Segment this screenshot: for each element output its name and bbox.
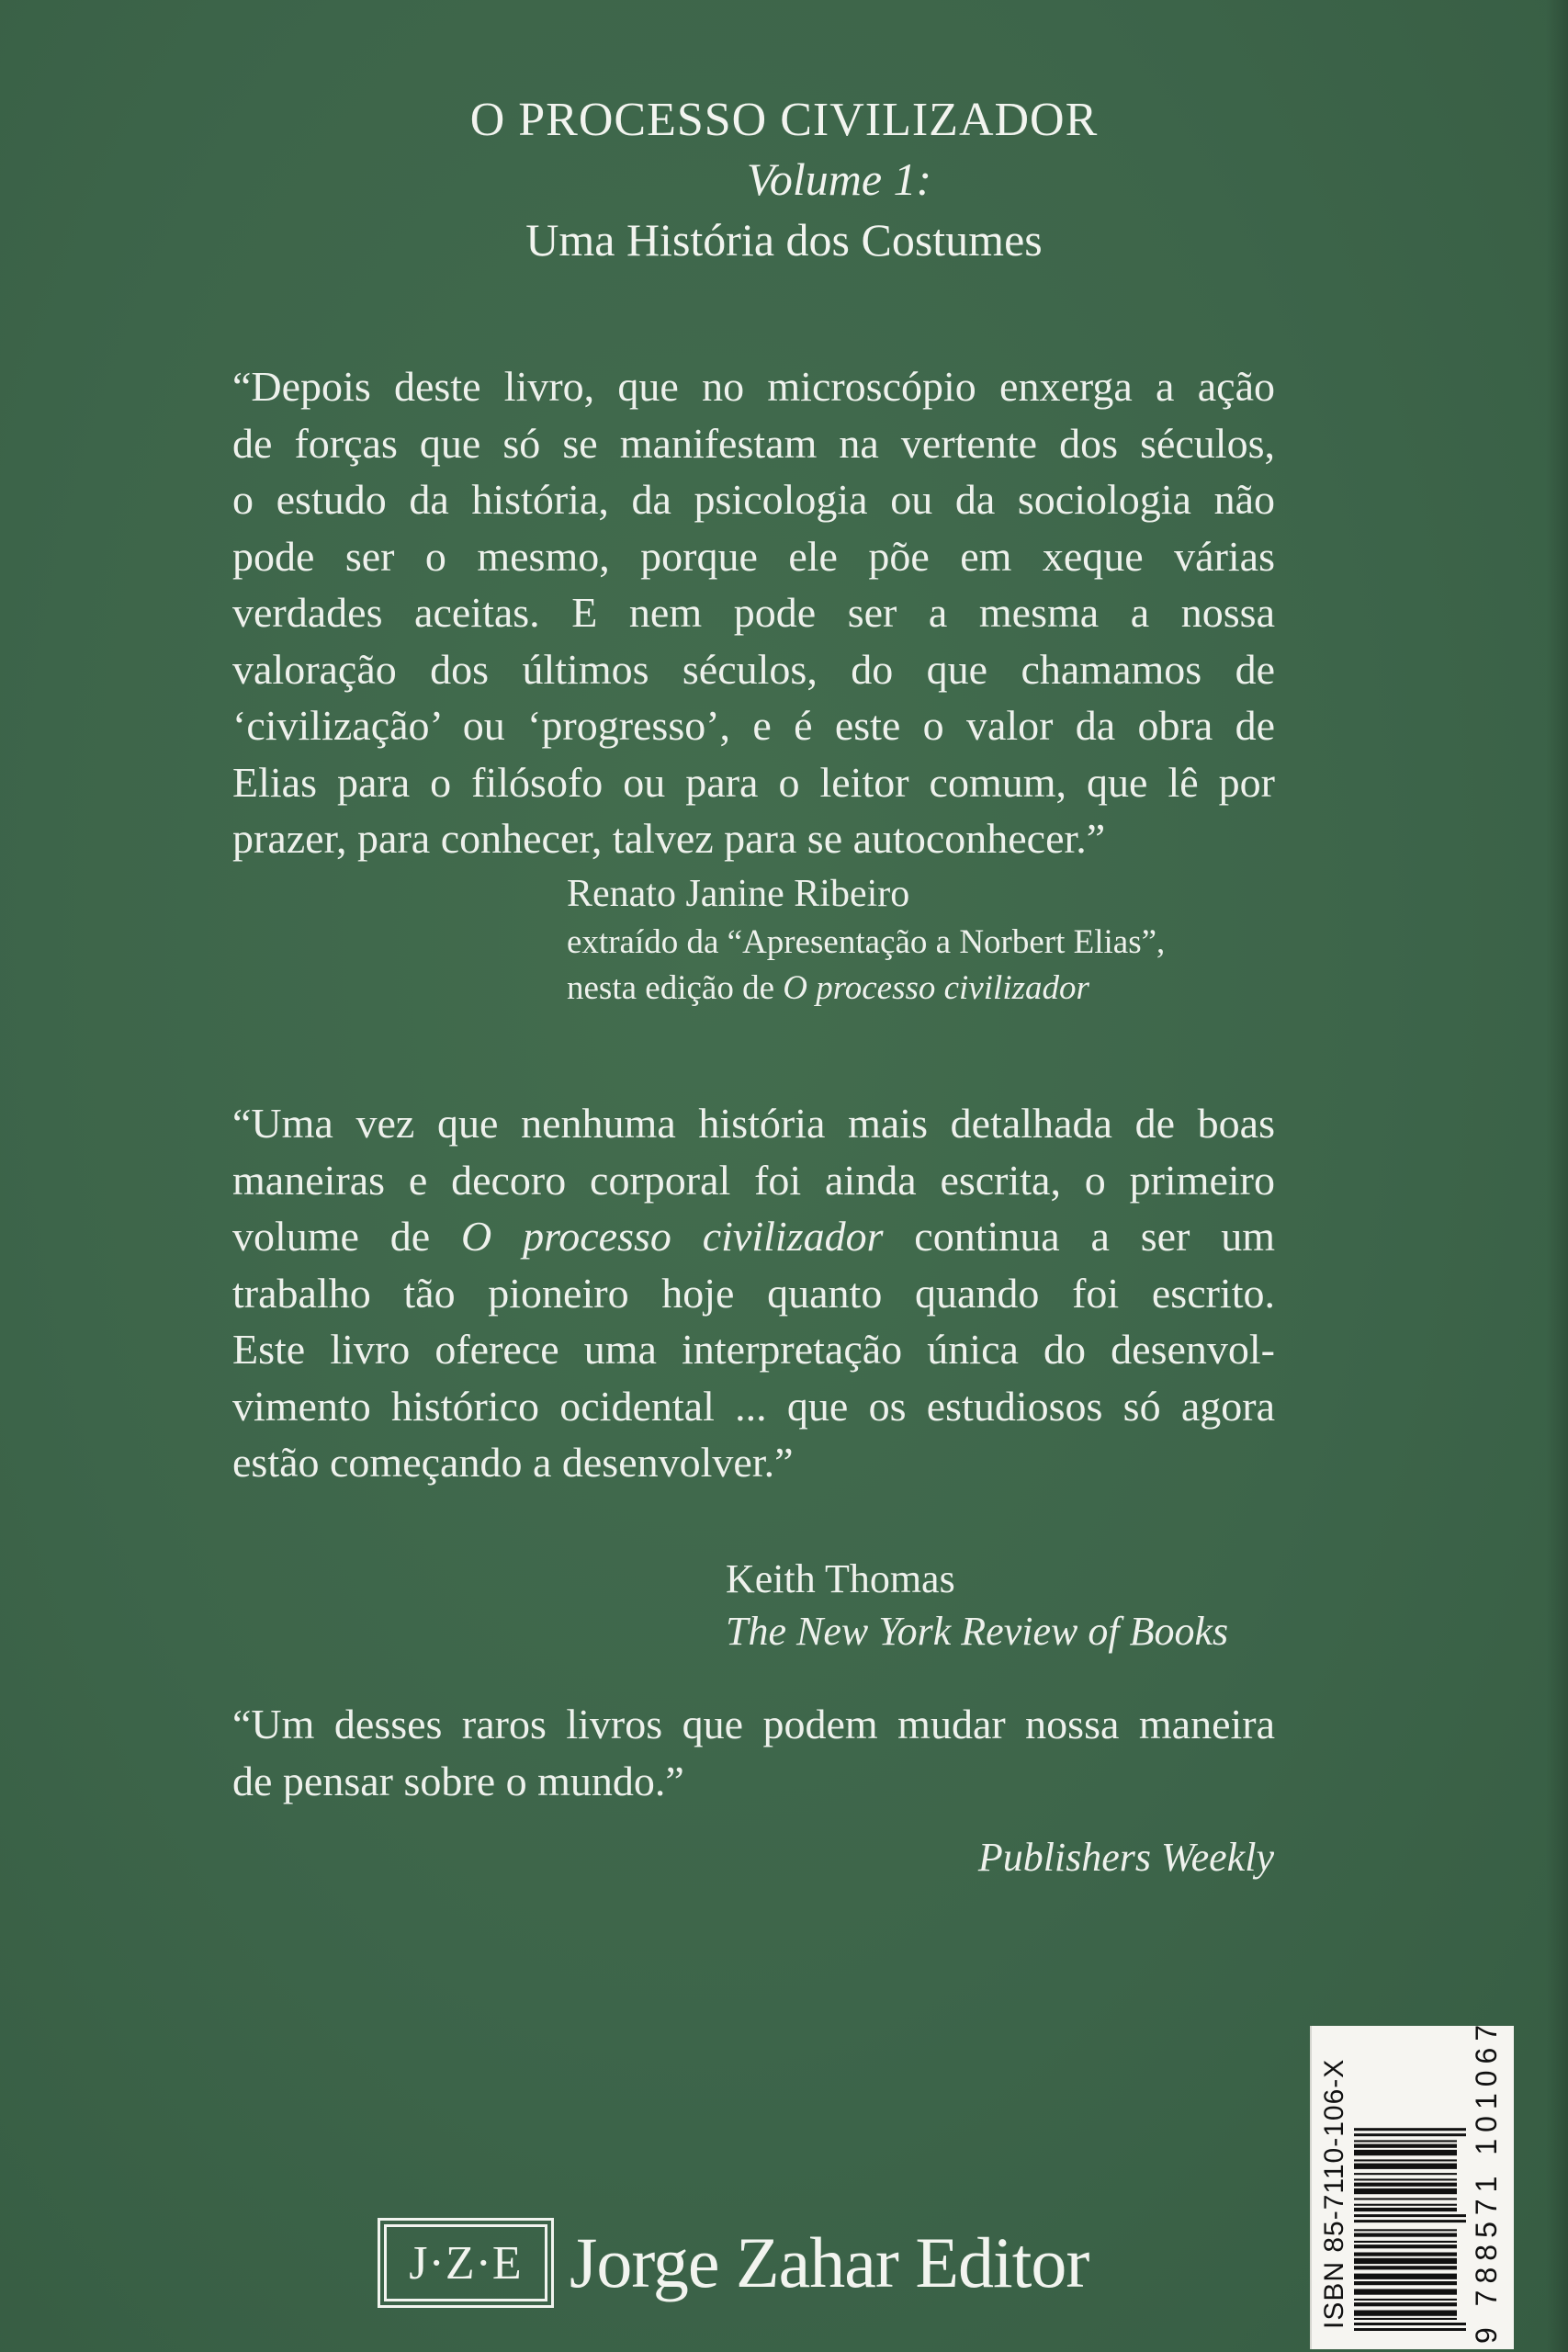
quote-line: prazer, para conhecer, talvez para se autoconhecer.” [232,815,1106,862]
quote-line: ‘civilização’ ou ‘progresso’, e é este o valor da obra de [232,702,1275,749]
barcode-bar [1354,2311,1457,2316]
book-subtitle: Uma História dos Costumes [525,214,1043,266]
barcode-bar [1354,2245,1457,2248]
barcode-bar [1354,2128,1466,2131]
quote-line: “Depois deste livro, que no microscópio enxerga a ação [232,363,1275,410]
quote-line: trabalho tão pioneiro hoje quanto quando foi escrito. [232,1269,1275,1317]
ean-number: 9 788571 101067 [1470,2018,1503,2344]
quote-line: pode ser o mesmo, porque ele põe em xeque várias [232,532,1275,580]
barcode-bar [1354,2281,1457,2285]
barcode-bar [1354,2164,1457,2169]
attribution-thomas [726,1553,1228,1657]
quote-line: de pensar sobre o mundo.” [232,1757,684,1804]
quote-line: valoração dos últimos séculos, do que chamamos de [232,645,1275,693]
quote-line: maneiras e decoro corporal foi ainda escrita, o primeiro [232,1156,1275,1204]
barcode-bar [1354,2233,1457,2237]
barcode-bar [1354,2229,1457,2231]
attribution-publication: The New York Review of Books [726,1609,1229,1654]
publisher-name: Jorge Zahar Editor [570,2222,1089,2302]
isbn-barcode [1310,2018,1514,2349]
barcode-bar [1354,2150,1457,2155]
barcode-bars [1354,2044,1466,2331]
barcode-bar [1354,2323,1466,2325]
quote-publishers-weekly [232,1696,1275,1809]
barcode-bar [1354,2133,1466,2136]
cover-edge-shadow [1546,0,1568,2352]
barcode-bar [1354,2318,1457,2320]
barcode-bar [1354,2328,1466,2331]
quote-line: “Uma vez que nenhuma história mais detalhada de boas [232,1100,1275,1147]
quote-line: de forças que só se manifestam na vertente dos séculos, [232,419,1275,467]
barcode-bar [1354,2159,1457,2161]
quote-line: vimento histórico ocidental ... que os estudiosos só agora [232,1382,1275,1430]
attribution-author: Keith Thomas [726,1556,955,1601]
barcode-bar [1354,2299,1457,2301]
book-title-reference: O processo civilizador [783,969,1089,1007]
barcode-bar [1354,2241,1457,2243]
attribution-ribeiro [567,868,1165,1012]
title-block [0,90,1568,270]
isbn-number: ISBN 85-7110-106-X [1319,2058,1349,2329]
attribution-edition: nesta edição de O processo civilizador [567,969,1089,1007]
quote-line: o estudo da história, da psicologia ou da sociologia não [232,476,1275,523]
barcode-bar [1354,2253,1457,2256]
barcode-bar [1354,2208,1457,2211]
quote-line: verdades aceitas. E nem pode ser a mesma a nossa [232,589,1275,636]
barcode-rotated-group [1312,2018,1514,2349]
publisher-imprint [384,2212,1089,2313]
quote-line: Elias para o filósofo ou para o leitor comum, que lê por [232,758,1275,806]
quote-line: volume de O processo civilizador continua a ser um [232,1213,1275,1260]
attribution-publishers-weekly: Publishers Weekly [977,1835,1274,1880]
barcode-bar [1354,2173,1457,2175]
quote-ribeiro [232,358,1275,867]
barcode-bar [1354,2144,1457,2148]
quote-line: Este livro oferece uma interpretação única do desenvol- [232,1326,1275,1373]
quote-line: estão começando a desenvolver.” [232,1439,794,1486]
barcode-bar [1354,2258,1457,2264]
barcode-bar [1354,2183,1457,2187]
barcode-bar [1354,2220,1466,2222]
barcode-bar [1354,2289,1457,2294]
book-title: O PROCESSO CIVILIZADOR [469,94,1099,146]
attribution-author: Renato Janine Ribeiro [567,873,910,915]
barcode-bar [1354,2274,1457,2279]
quote-line: “Um desses raros livros que podem mudar nossa maneira [232,1701,1275,1747]
barcode-bar [1354,2214,1466,2217]
barcode-bar [1354,2204,1457,2206]
barcode-bar [1354,2266,1457,2269]
book-title-reference: O processo civilizador [461,1213,884,1260]
quote-thomas [232,1095,1275,1491]
attribution-source: extraído da “Apresentação a Norbert Elias”, [567,923,1166,961]
publisher-logo: J·Z·E [384,2224,547,2301]
volume-label: Volume 1: [746,153,932,205]
barcode-bar [1354,2188,1457,2194]
barcode-bar [1354,2178,1457,2180]
barcode-bar [1354,2140,1457,2142]
barcode-bar [1354,2198,1457,2199]
barcode-bar [1354,2302,1457,2306]
